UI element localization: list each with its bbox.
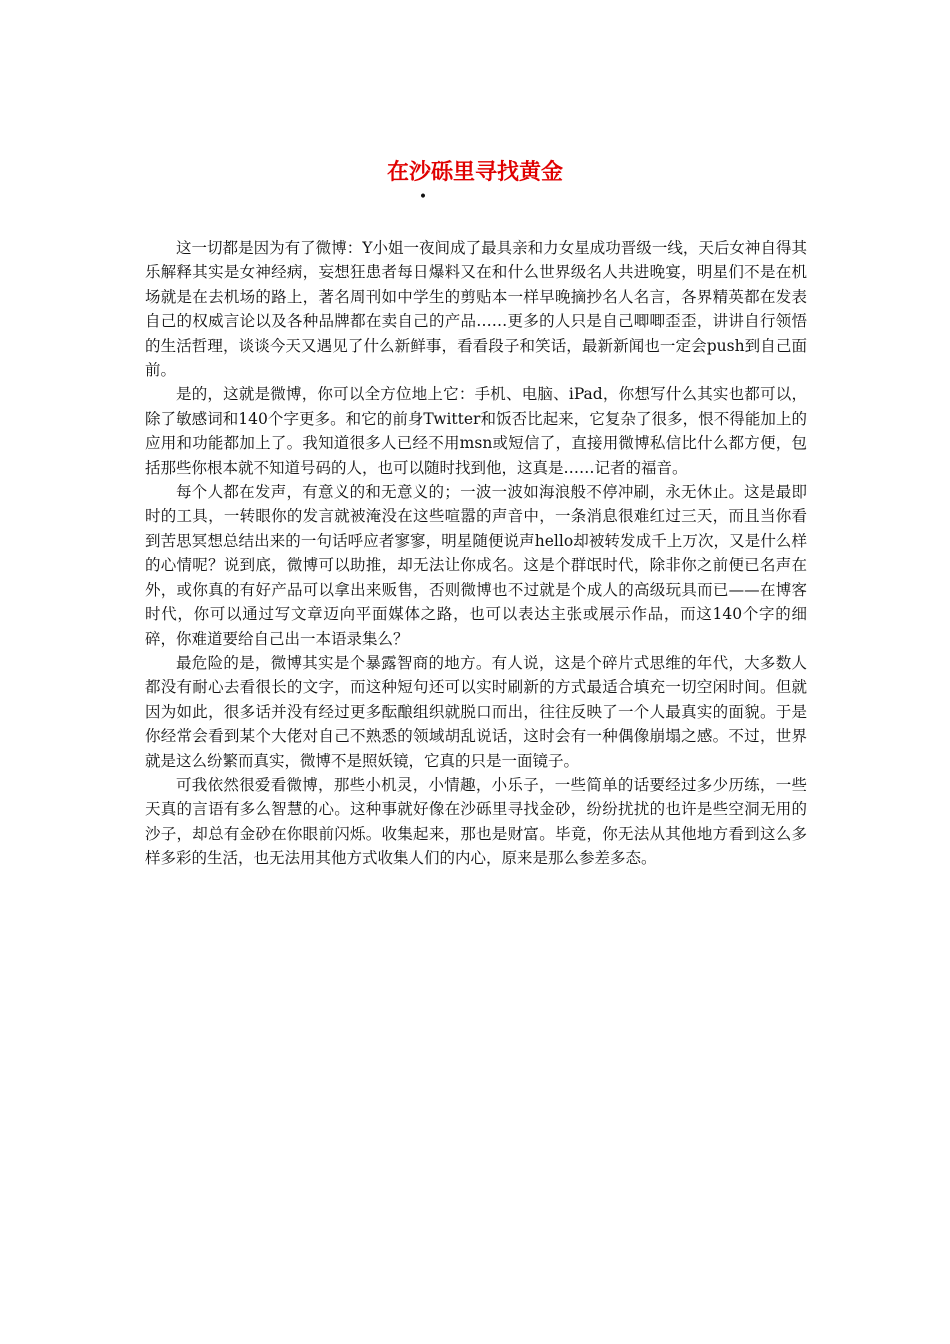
paragraph-4: 最危险的是，微博其实是个暴露智商的地方。有人说，这是个碎片式思维的年代，大多数人都没有耐心去看很长的文字，而这种短句还可以实时刷新的方式最适合填充一切空闲时间。但就因为如此，很多话并没有经过更多酝酿组织就脱口而出，往往反映了一个人最真实的面貌。于是你经常会看到某个大佬对自己不熟悉的领域胡乱说话，这时会有一种偶像崩塌之感。不过，世界就是这么纷繁而真实，微博不是照妖镜，它真的只是一面镜子。	[145, 653, 807, 770]
paragraph-2: 是的，这就是微博，你可以全方位地上它：手机、电脑、iPad，你想写什么其实也都可以，除了敏感词和140个字更多。和它的前身Twitter和饭否比起来，它复杂了很多，恨不得能加上的应用和功能都加上了。我知道很多人已经不用msn或短信了，直接用微博私信比什么都方便，包括那些你根本就不知道号码的人，也可以随时找到他，这真是……记者的福音。	[145, 385, 807, 477]
paragraph-5: 可我依然很爱看微博，那些小机灵，小情趣，小乐子，一些简单的话要经过多少历练，一些天真的言语有多么智慧的心。这种事就好像在沙砾里寻找金砂，纷纷扰扰的也许是些空洞无用的沙子，却总有金砂在你眼前闪烁。收集起来，那也是财富。毕竟，你无法从其他地方看到这么多样多彩的生活，也无法用其他方式收集人们的内心，原来是那么参差多态。	[145, 775, 807, 868]
page-title: 在沙砾里寻找黄金	[386, 159, 563, 185]
article-body	[145, 236, 807, 871]
paragraph-3: 每个人都在发声，有意义的和无意义的；一波一波如海浪般不停冲刷，永无休止。这是最即时的工具，一转眼你的发言就被淹没在这些喧嚣的声音中，一条消息很难红过三天，而且当你看到苦思冥想总结出来的一句话呼应者寥寥，明星随便说声hello却被转发成千上万次，又是什么样的心情呢？说到底，微博可以助推，却无法让你成名。这是个群氓时代，除非你之前便已名声在外，或你真的有好产品可以拿出来贩售，否则微博也不过就是个成人的高级玩具而已——在博客时代，你可以通过写文章迈向平面媒体之路，也可以表达主张或展示作品，而这140个字的细碎，你难道要给自己出一本语录集么？	[145, 483, 807, 648]
paragraph-1: 这一切都是因为有了微博：Y小姐一夜间成了最具亲和力女星成功晋级一线，天后女神自得其乐解释其实是女神经病，妄想狂患者每日爆料又在和什么世界级名人共进晚宴，明星们不是在机场就是在去机场的路上，著名周刊如中学生的剪贴本一样早晚摘抄名人名言，各界精英都在发表自己的权威言论以及各种品牌都在卖自己的产品……更多的人只是自己唧唧歪歪，讲讲自行领悟的生活哲理，谈谈今天又遇见了什么新鲜事，看看段子和笑话，最新新闻也一定会push到自己面前。	[145, 239, 807, 380]
bullet-mark: •	[418, 189, 428, 205]
